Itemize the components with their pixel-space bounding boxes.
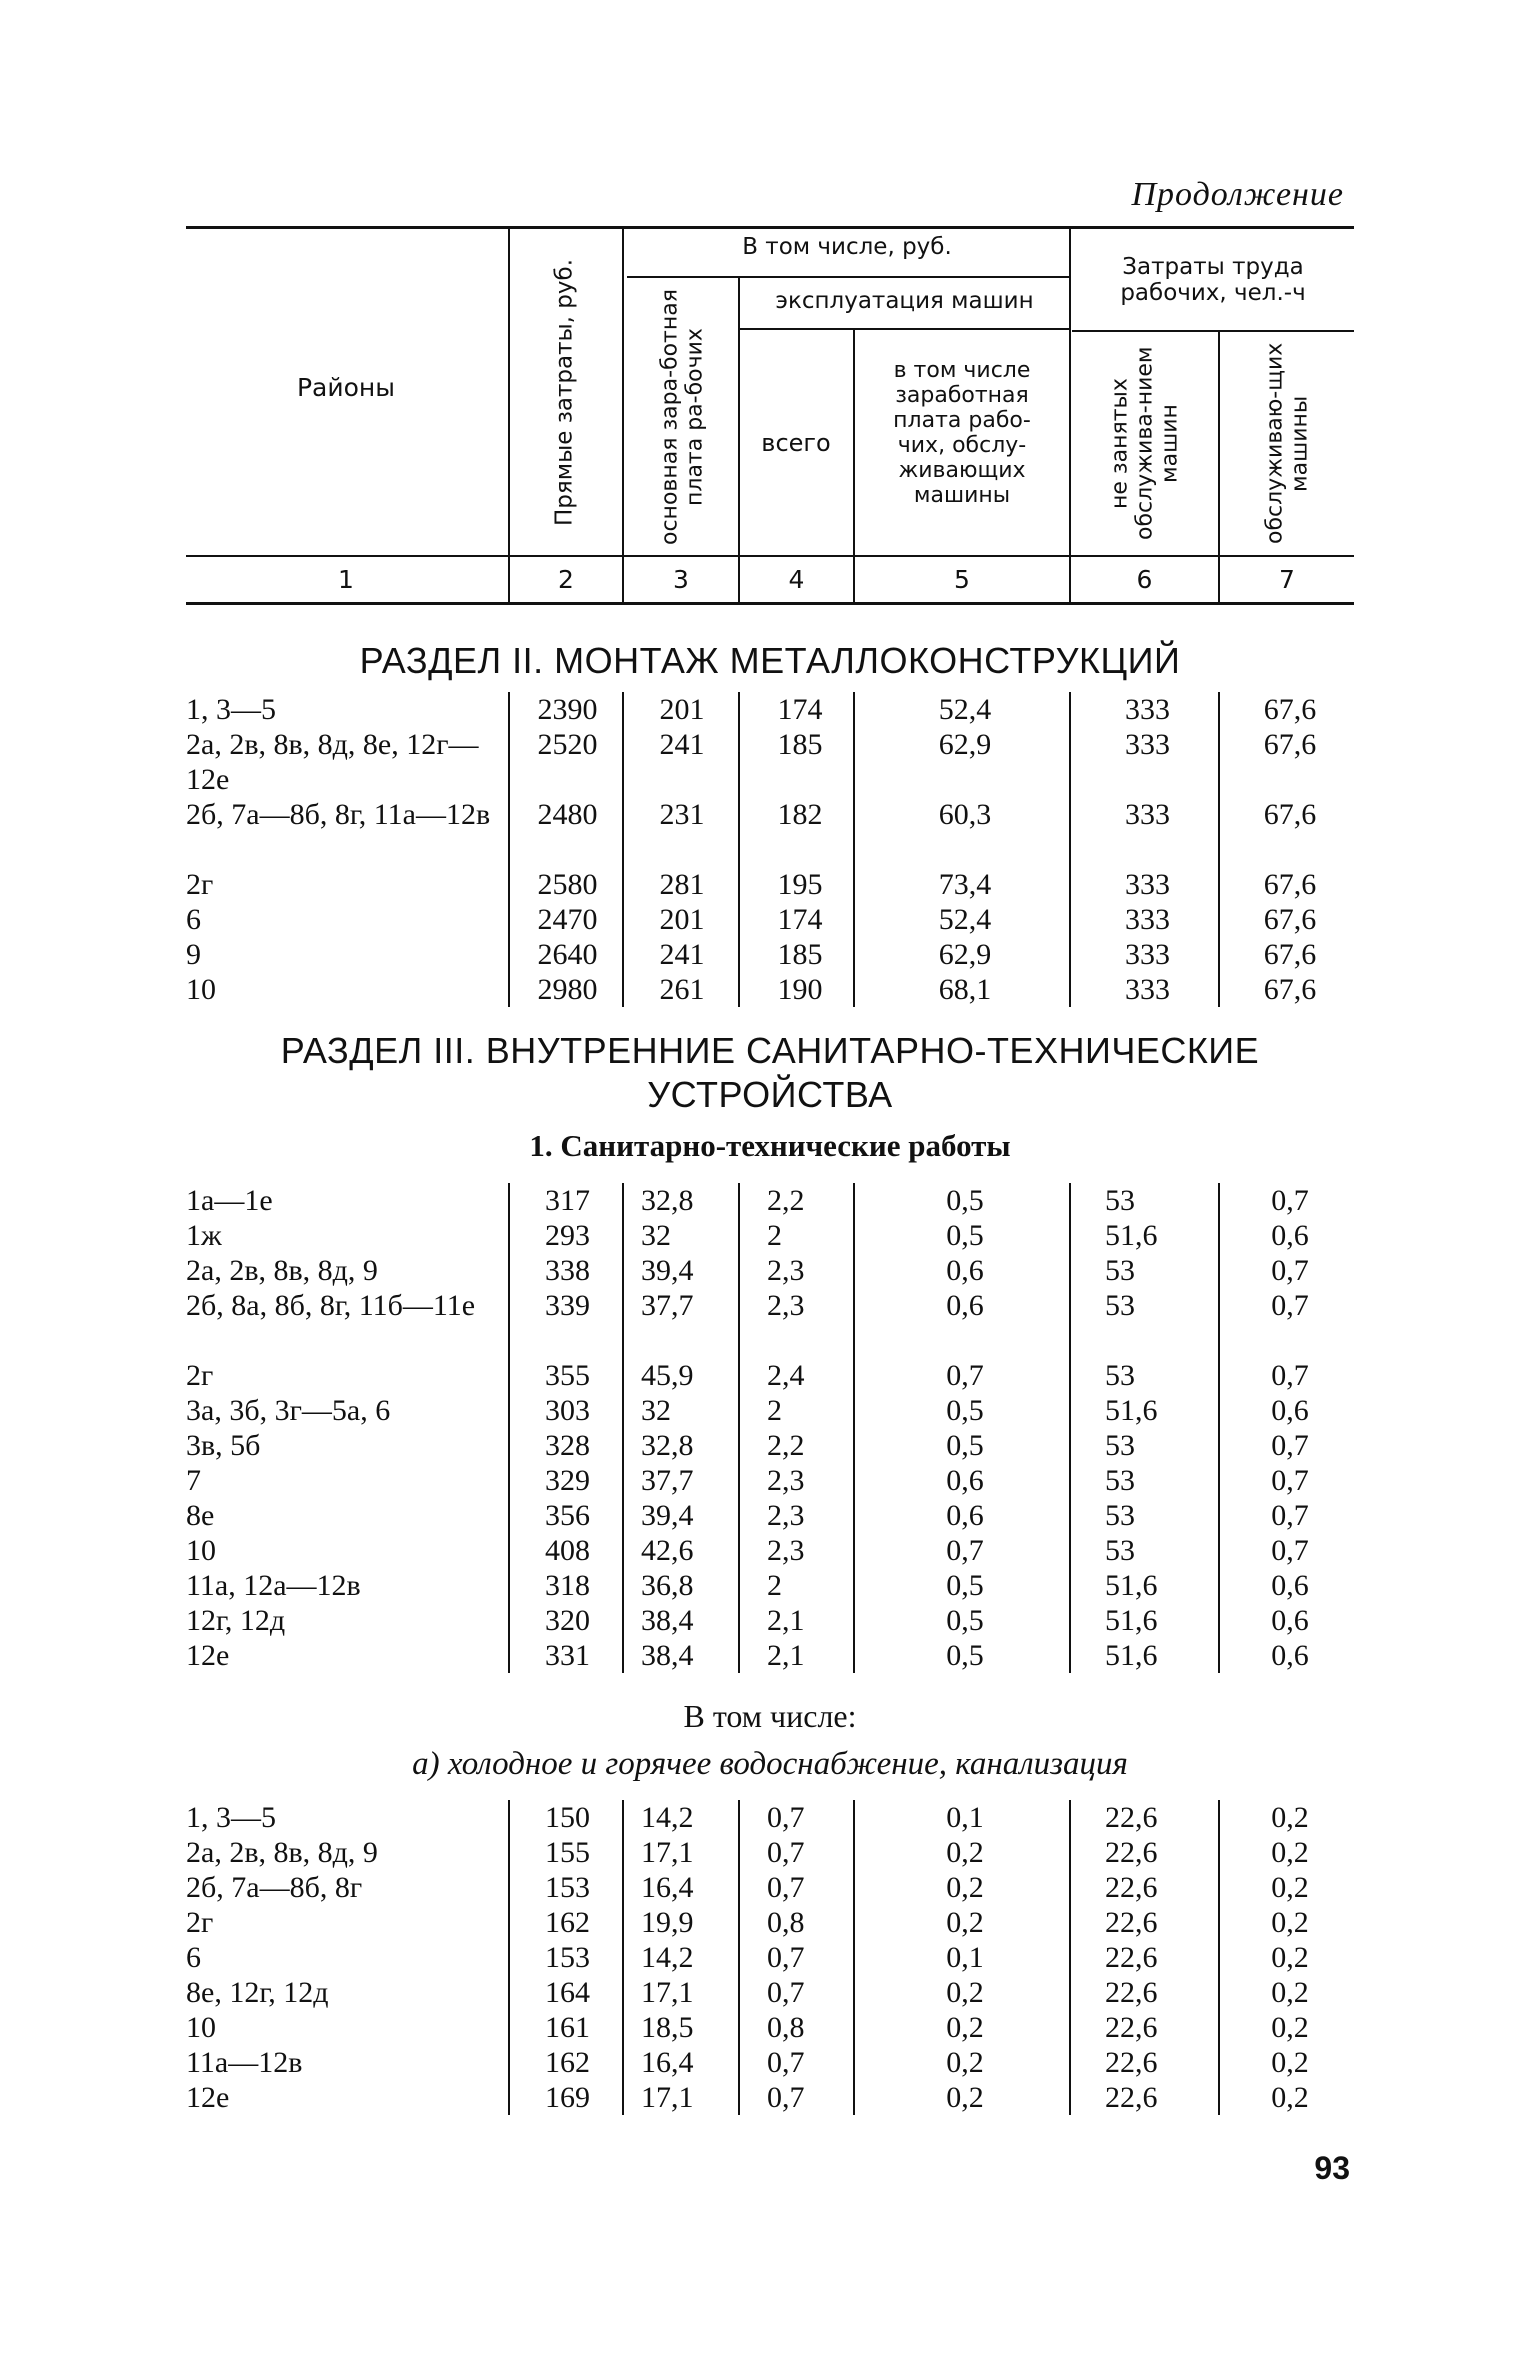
continuation-label: Продолжение [1131, 176, 1344, 213]
column-separator [738, 1183, 740, 1673]
value-cell: 0,7 [767, 1801, 805, 1834]
table-row [0, 902, 1536, 937]
value-cell: 67,6 [1263, 938, 1317, 971]
value-cell: 22,6 [1105, 2011, 1158, 2044]
table-row [0, 1835, 1536, 1870]
value-cell: 45,9 [641, 1359, 694, 1392]
value-cell: 0,2 [946, 2081, 984, 2114]
region-cell: 2г [186, 1906, 214, 1939]
value-cell: 2980 [537, 973, 598, 1006]
value-cell: 0,7 [1271, 1359, 1309, 1392]
header-top-rule [186, 226, 1354, 229]
value-cell: 2580 [537, 868, 598, 901]
value-cell: 2,2 [767, 1429, 805, 1462]
value-cell: 0,7 [1271, 1499, 1309, 1532]
table-row [0, 1905, 1536, 1940]
table-row [0, 692, 1536, 727]
value-cell: 16,4 [641, 1871, 694, 1904]
value-cell: 0,7 [946, 1359, 984, 1392]
value-cell: 333 [1125, 938, 1170, 971]
including-rule [627, 276, 1069, 278]
section-2-table [0, 692, 1536, 1007]
region-cell: 2г [186, 868, 214, 901]
value-cell: 32 [641, 1219, 671, 1252]
page-number: 93 [1314, 2150, 1350, 2186]
section-3-title-line2: УСТРОЙСТВА [647, 1074, 893, 1115]
column-separator [622, 1183, 624, 1673]
value-cell: 333 [1125, 903, 1170, 936]
value-cell: 2,2 [767, 1184, 805, 1217]
subsection-a-title: а) холодное и горячее водоснабжение, канализация [412, 1746, 1128, 1782]
value-cell: 22,6 [1105, 2081, 1158, 2114]
value-cell: 0,2 [1271, 2081, 1309, 2114]
column-separator [853, 692, 855, 1007]
region-cell: 11а, 12а—12в [186, 1569, 361, 1602]
col-regions-header: Районы [296, 373, 396, 402]
value-cell: 317 [545, 1184, 590, 1217]
value-cell: 356 [545, 1499, 590, 1532]
value-cell: 37,7 [641, 1289, 694, 1322]
region-cell: 2г [186, 1359, 214, 1392]
col-serving-header: обслуживаю-щих машины [1262, 342, 1313, 545]
region-cell: 1ж [186, 1219, 222, 1252]
value-cell: 0,7 [1271, 1534, 1309, 1567]
region-cell: 11а—12в [186, 2046, 303, 2079]
value-cell: 0,2 [1271, 1871, 1309, 1904]
region-cell: 8е, 12г, 12д [186, 1976, 329, 2009]
value-cell: 16,4 [641, 2046, 694, 2079]
value-cell: 201 [659, 903, 705, 936]
value-cell: 293 [545, 1219, 590, 1252]
table-row [0, 1533, 1536, 1568]
value-cell: 2640 [537, 938, 598, 971]
region-cell: 1, 3—5 [186, 693, 276, 726]
value-cell: 328 [545, 1429, 590, 1462]
column-separator [853, 1183, 855, 1673]
value-cell: 53 [1105, 1184, 1135, 1217]
value-cell: 355 [545, 1359, 590, 1392]
table-row [0, 797, 1536, 867]
value-cell: 67,6 [1263, 693, 1317, 726]
col-number: 3 [673, 565, 689, 594]
value-cell: 261 [659, 973, 705, 1006]
value-cell: 2 [767, 1569, 782, 1602]
column-separator [508, 1183, 510, 1673]
column-separator [1218, 1183, 1220, 1673]
value-cell: 2390 [537, 693, 598, 726]
col-direct-costs-header: Прямые затраты, руб. [551, 258, 578, 526]
table-row [0, 1393, 1536, 1428]
table-row [0, 1800, 1536, 1835]
region-cell: 3а, 3б, 3г—5а, 6 [186, 1394, 391, 1427]
value-cell: 0,7 [767, 2081, 805, 2114]
value-cell: 408 [545, 1534, 590, 1567]
region-cell: 3в, 5б [186, 1429, 261, 1462]
region-cell: 12е [186, 1639, 230, 1672]
including-label: В том числе: [683, 1698, 857, 1734]
value-cell: 51,6 [1105, 1569, 1158, 1602]
value-cell: 2,4 [767, 1359, 805, 1392]
value-cell: 153 [545, 1941, 590, 1974]
value-cell: 19,9 [641, 1906, 694, 1939]
value-cell: 185 [777, 728, 823, 761]
value-cell: 22,6 [1105, 1801, 1158, 1834]
value-cell: 0,7 [946, 1534, 984, 1567]
value-cell: 17,1 [641, 2081, 694, 2114]
value-cell: 0,7 [1271, 1254, 1309, 1287]
value-cell: 162 [545, 1906, 590, 1939]
value-cell: 62,9 [938, 728, 992, 761]
value-cell: 0,7 [1271, 1289, 1309, 1322]
section-3-subtitle: 1. Санитарно-технические работы [529, 1128, 1011, 1163]
value-cell: 2520 [537, 728, 598, 761]
table-row [0, 1288, 1536, 1358]
value-cell: 0,1 [946, 1801, 984, 1834]
value-cell: 17,1 [641, 1976, 694, 2009]
machine-rule [740, 328, 1069, 330]
table-row [0, 2010, 1536, 2045]
value-cell: 0,7 [1271, 1464, 1309, 1497]
value-cell: 0,2 [946, 1976, 984, 2009]
value-cell: 0,2 [1271, 1906, 1309, 1939]
value-cell: 164 [545, 1976, 590, 2009]
region-cell: 10 [186, 973, 216, 1006]
value-cell: 22,6 [1105, 1906, 1158, 1939]
value-cell: 53 [1105, 1359, 1135, 1392]
value-cell: 0,2 [1271, 2046, 1309, 2079]
value-cell: 14,2 [641, 1941, 694, 1974]
value-cell: 0,6 [1271, 1604, 1309, 1637]
region-cell: 10 [186, 2011, 216, 2044]
column-numbers [0, 560, 1536, 600]
column-separator [738, 692, 740, 1007]
column-separator [1069, 1800, 1071, 2115]
value-cell: 32 [641, 1394, 671, 1427]
table-row [0, 1463, 1536, 1498]
value-cell: 0,5 [946, 1604, 984, 1637]
subsection-a-table [0, 1800, 1536, 2115]
value-cell: 17,1 [641, 1836, 694, 1869]
value-cell: 241 [659, 728, 705, 761]
header-bottom-rule [186, 555, 1354, 557]
table-row [0, 1568, 1536, 1603]
table-row [0, 1253, 1536, 1288]
value-cell: 0,2 [1271, 1836, 1309, 1869]
value-cell: 0,7 [767, 2046, 805, 2079]
value-cell: 0,7 [767, 1836, 805, 1869]
value-cell: 2,3 [767, 1464, 805, 1497]
value-cell: 53 [1105, 1429, 1135, 1462]
value-cell: 51,6 [1105, 1639, 1158, 1672]
value-cell: 0,8 [767, 2011, 805, 2044]
value-cell: 2,1 [767, 1639, 805, 1672]
col-not-serving-header: не занятых обслужива-нием машин [1107, 346, 1183, 541]
col-base-wage-header: основная зара-ботная плата ра-бочих [657, 289, 708, 545]
value-cell: 0,6 [946, 1289, 984, 1322]
value-cell: 22,6 [1105, 1976, 1158, 2009]
value-cell: 161 [545, 2011, 590, 2044]
value-cell: 53 [1105, 1534, 1135, 1567]
value-cell: 53 [1105, 1464, 1135, 1497]
value-cell: 333 [1125, 868, 1170, 901]
value-cell: 52,4 [938, 903, 992, 936]
value-cell: 0,2 [946, 1836, 984, 1869]
column-separator [1069, 692, 1071, 1007]
value-cell: 155 [545, 1836, 590, 1869]
value-cell: 14,2 [641, 1801, 694, 1834]
section-2-title: РАЗДЕЛ II. МОНТАЖ МЕТАЛЛОКОНСТРУКЦИЙ [359, 640, 1181, 681]
value-cell: 0,5 [946, 1429, 984, 1462]
region-cell: 2а, 2в, 8в, 8д, 9 [186, 1836, 378, 1869]
value-cell: 51,6 [1105, 1604, 1158, 1637]
value-cell: 0,7 [767, 1871, 805, 1904]
region-cell: 2б, 7а—8б, 8г, 11а—12в [186, 798, 491, 831]
value-cell: 39,4 [641, 1254, 694, 1287]
column-separator [508, 1800, 510, 2115]
value-cell: 338 [545, 1254, 590, 1287]
value-cell: 2,1 [767, 1604, 805, 1637]
table-row [0, 1638, 1536, 1673]
value-cell: 150 [545, 1801, 590, 1834]
value-cell: 318 [545, 1569, 590, 1602]
table-row [0, 1603, 1536, 1638]
value-cell: 0,6 [946, 1499, 984, 1532]
value-cell: 67,6 [1263, 903, 1317, 936]
col-number: 7 [1279, 565, 1295, 594]
region-cell: 1а—1е [186, 1184, 273, 1217]
value-cell: 320 [545, 1604, 590, 1637]
value-cell: 68,1 [938, 973, 992, 1006]
table-row [0, 1940, 1536, 1975]
value-cell: 153 [545, 1871, 590, 1904]
value-cell: 281 [659, 868, 705, 901]
value-cell: 60,3 [938, 798, 992, 831]
value-cell: 0,6 [1271, 1569, 1309, 1602]
group-including-header: В том числе, руб. [742, 234, 952, 260]
value-cell: 0,2 [1271, 2011, 1309, 2044]
value-cell: 0,5 [946, 1184, 984, 1217]
value-cell: 333 [1125, 693, 1170, 726]
value-cell: 62,9 [938, 938, 992, 971]
value-cell: 53 [1105, 1254, 1135, 1287]
value-cell: 0,5 [946, 1639, 984, 1672]
value-cell: 0,6 [1271, 1219, 1309, 1252]
table-row [0, 1870, 1536, 1905]
group-machine-header: эксплуатация машин [775, 288, 1034, 314]
region-cell: 2а, 2в, 8в, 8д, 8е, 12г—12е [186, 728, 479, 796]
value-cell: 169 [545, 2081, 590, 2114]
value-cell: 241 [659, 938, 705, 971]
value-cell: 0,8 [767, 1906, 805, 1939]
section-3-table [0, 1183, 1536, 1673]
value-cell: 0,6 [946, 1254, 984, 1287]
value-cell: 2,3 [767, 1289, 805, 1322]
value-cell: 67,6 [1263, 798, 1317, 831]
col-number: 5 [954, 565, 970, 594]
value-cell: 331 [545, 1639, 590, 1672]
table-row [0, 1218, 1536, 1253]
table-row [0, 937, 1536, 972]
column-separator [508, 692, 510, 1007]
region-cell: 2а, 2в, 8в, 8д, 9 [186, 1254, 378, 1287]
value-cell: 2 [767, 1394, 782, 1427]
value-cell: 201 [659, 693, 705, 726]
region-cell: 8е [186, 1499, 215, 1532]
region-cell: 2б, 7а—8б, 8г [186, 1871, 363, 1904]
table-row [0, 1358, 1536, 1393]
value-cell: 22,6 [1105, 1941, 1158, 1974]
value-cell: 39,4 [641, 1499, 694, 1532]
region-cell: 1, 3—5 [186, 1801, 276, 1834]
value-cell: 42,6 [641, 1534, 694, 1567]
region-cell: 9 [186, 938, 201, 971]
value-cell: 38,4 [641, 1604, 694, 1637]
value-cell: 37,7 [641, 1464, 694, 1497]
table-row [0, 1975, 1536, 2010]
value-cell: 0,2 [946, 2011, 984, 2044]
value-cell: 0,2 [946, 1906, 984, 1939]
value-cell: 0,2 [1271, 1801, 1309, 1834]
value-cell: 190 [777, 973, 823, 1006]
value-cell: 333 [1125, 798, 1170, 831]
region-cell: 12е [186, 2081, 230, 2114]
value-cell: 0,2 [1271, 1941, 1309, 1974]
region-cell: 2б, 8а, 8б, 8г, 11б—11е [186, 1289, 476, 1322]
value-cell: 2,3 [767, 1534, 805, 1567]
col-machine-wage-header: в том числе заработная плата рабо-чих, обслу-живающих машины [893, 358, 1031, 508]
table-row [0, 1428, 1536, 1463]
column-separator [853, 1800, 855, 2115]
value-cell: 185 [777, 938, 823, 971]
value-cell: 0,5 [946, 1219, 984, 1252]
table-row [0, 1183, 1536, 1218]
value-cell: 182 [777, 798, 823, 831]
column-separator [1218, 692, 1220, 1007]
table-row [0, 727, 1536, 797]
value-cell: 2470 [537, 903, 598, 936]
value-cell: 0,2 [946, 1871, 984, 1904]
value-cell: 22,6 [1105, 1836, 1158, 1869]
value-cell: 36,8 [641, 1569, 694, 1602]
column-separator [622, 1800, 624, 2115]
value-cell: 0,6 [1271, 1639, 1309, 1672]
column-separator [738, 1800, 740, 2115]
col-total-header: всего [761, 429, 831, 457]
value-cell: 0,7 [767, 1976, 805, 2009]
table-row [0, 1498, 1536, 1533]
region-cell: 6 [186, 903, 201, 936]
value-cell: 52,4 [938, 693, 992, 726]
column-separator [1218, 1800, 1220, 2115]
value-cell: 22,6 [1105, 1871, 1158, 1904]
header-divider [508, 229, 510, 602]
col-number: 1 [338, 565, 354, 594]
value-cell: 51,6 [1105, 1219, 1158, 1252]
value-cell: 53 [1105, 1499, 1135, 1532]
section-3-title-line1: РАЗДЕЛ III. ВНУТРЕННИЕ САНИТАРНО-ТЕХНИЧЕСКИЕ [280, 1030, 1260, 1071]
value-cell: 333 [1125, 728, 1170, 761]
value-cell: 0,6 [1271, 1394, 1309, 1427]
value-cell: 67,6 [1263, 728, 1317, 761]
value-cell: 174 [777, 693, 823, 726]
value-cell: 329 [545, 1464, 590, 1497]
value-cell: 51,6 [1105, 1394, 1158, 1427]
header-divider [622, 229, 624, 602]
value-cell: 38,4 [641, 1639, 694, 1672]
value-cell: 231 [659, 798, 705, 831]
column-separator [622, 692, 624, 1007]
value-cell: 0,7 [1271, 1184, 1309, 1217]
value-cell: 32,8 [641, 1184, 694, 1217]
numbers-bottom-rule [186, 602, 1354, 605]
value-cell: 0,2 [946, 2046, 984, 2079]
table-row [0, 972, 1536, 1007]
value-cell: 32,8 [641, 1429, 694, 1462]
value-cell: 67,6 [1263, 868, 1317, 901]
region-cell: 6 [186, 1941, 201, 1974]
value-cell: 0,6 [946, 1464, 984, 1497]
value-cell: 174 [777, 903, 823, 936]
header-divider [1069, 229, 1071, 602]
table-row [0, 867, 1536, 902]
table-row [0, 2045, 1536, 2080]
value-cell: 0,2 [1271, 1976, 1309, 2009]
value-cell: 339 [545, 1289, 590, 1322]
column-separator [1069, 1183, 1071, 1673]
region-cell: 10 [186, 1534, 216, 1567]
labor-rule [1072, 330, 1354, 332]
value-cell: 2,3 [767, 1254, 805, 1287]
value-cell: 53 [1105, 1289, 1135, 1322]
table-row [0, 2080, 1536, 2115]
value-cell: 162 [545, 2046, 590, 2079]
value-cell: 67,6 [1263, 973, 1317, 1006]
value-cell: 0,7 [767, 1941, 805, 1974]
value-cell: 0,1 [946, 1941, 984, 1974]
value-cell: 0,5 [946, 1569, 984, 1602]
col-number: 2 [558, 565, 574, 594]
region-cell: 7 [186, 1464, 201, 1497]
value-cell: 22,6 [1105, 2046, 1158, 2079]
value-cell: 195 [777, 868, 823, 901]
value-cell: 2480 [537, 798, 598, 831]
value-cell: 303 [545, 1394, 590, 1427]
group-labor-header: Затраты труда рабочих, чел.-ч [1120, 254, 1306, 306]
value-cell: 18,5 [641, 2011, 694, 2044]
col-number: 4 [788, 565, 805, 594]
value-cell: 0,5 [946, 1394, 984, 1427]
value-cell: 2 [767, 1219, 782, 1252]
value-cell: 0,7 [1271, 1429, 1309, 1462]
col-number: 6 [1136, 565, 1153, 594]
value-cell: 333 [1125, 973, 1170, 1006]
region-cell: 12г, 12д [186, 1604, 286, 1637]
value-cell: 73,4 [938, 868, 992, 901]
value-cell: 2,3 [767, 1499, 805, 1532]
